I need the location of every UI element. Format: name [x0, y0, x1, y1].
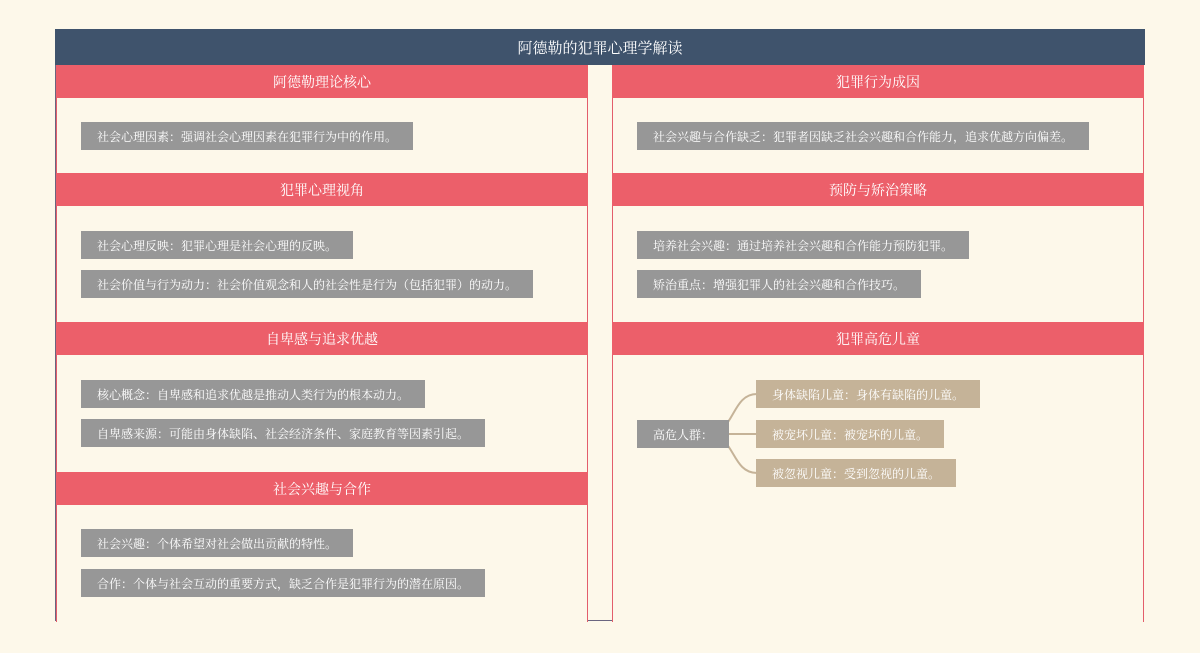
section-header-theory-core: 阿德勒理论核心	[56, 65, 588, 98]
child-spoiled: 被宠坏儿童：被宠坏的儿童。	[756, 420, 944, 448]
section-header-high-risk-children: 犯罪高危儿童	[612, 322, 1144, 355]
leaf-correction-focus: 矫治重点：增强犯罪人的社会兴趣和合作技巧。	[637, 270, 921, 298]
section-header-social-interest: 社会兴趣与合作	[56, 472, 588, 505]
leaf-social-psych-factors: 社会心理因素：强调社会心理因素在犯罪行为中的作用。	[81, 122, 413, 150]
leaf-inferiority-source: 自卑感来源：可能由身体缺陷、社会经济条件、家庭教育等因素引起。	[81, 419, 485, 447]
child-neglected: 被忽视儿童：受到忽视的儿童。	[756, 459, 956, 487]
leaf-cooperation: 合作：个体与社会互动的重要方式，缺乏合作是犯罪行为的潜在原因。	[81, 569, 485, 597]
leaf-lack-of-social-interest: 社会兴趣与合作缺乏：犯罪者因缺乏社会兴趣和合作能力，追求优越方向偏差。	[637, 122, 1089, 150]
left-column	[56, 65, 588, 622]
branch-connectors	[613, 65, 1145, 622]
section-header-crime-causes: 犯罪行为成因	[612, 65, 1144, 98]
leaf-core-concept: 核心概念：自卑感和追求优越是推动人类行为的根本动力。	[81, 380, 425, 408]
right-column	[612, 65, 1144, 622]
group-label-high-risk: 高危人群：	[637, 420, 729, 448]
child-physical-defect: 身体缺陷儿童：身体有缺陷的儿童。	[756, 380, 980, 408]
leaf-cultivate-social-interest: 培养社会兴趣：通过培养社会兴趣和合作能力预防犯罪。	[637, 231, 969, 259]
leaf-social-psych-reflection: 社会心理反映：犯罪心理是社会心理的反映。	[81, 231, 353, 259]
section-header-inferiority: 自卑感与追求优越	[56, 322, 588, 355]
leaf-social-value-motivation: 社会价值与行为动力：社会价值观念和人的社会性是行为（包括犯罪）的动力。	[81, 270, 533, 298]
mindmap-title: 阿德勒的犯罪心理学解读	[55, 29, 1145, 65]
section-header-prevention: 预防与矫治策略	[612, 173, 1144, 206]
section-header-crime-perspective: 犯罪心理视角	[56, 173, 588, 206]
leaf-social-interest: 社会兴趣：个体希望对社会做出贡献的特性。	[81, 529, 353, 557]
